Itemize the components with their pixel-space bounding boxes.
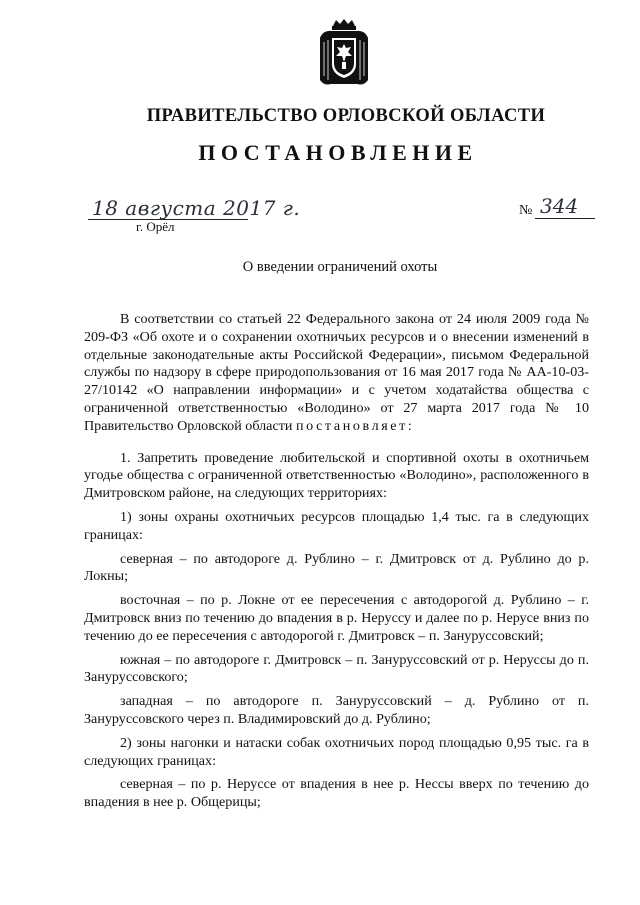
paragraph: северная – по р. Неруссе от впадения в нее р. Нессы вверх по течению до впадения в нее р. Общерицы; xyxy=(84,776,589,811)
paragraph: восточная – по р. Локне от ее пересечения с автодорогой д. Рублино – г. Дмитровск вниз по течению до впадения в р. Неруссу и далее по р. Нерусе вниз по течению до ее пересечения с автодорогой г. Дмитровск – п. Зануруссовский; xyxy=(84,592,589,644)
paragraph: западная – по автодороге п. Зануруссовский – д. Рублино от п. Зануруссовского через п. Владимировский до д. Рублино; xyxy=(84,693,589,727)
coat-of-arms-icon xyxy=(315,18,373,88)
paragraph: 1) зоны охраны охотничьих ресурсов площадью 1,4 тыс. га в следующих границах: xyxy=(84,508,589,543)
organization-title: ПРАВИТЕЛЬСТВО ОРЛОВСКОЙ ОБЛАСТИ xyxy=(146,106,546,126)
document-type-title: ПОСТАНОВЛЕНИЕ xyxy=(198,140,478,165)
paragraph: южная – по автодороге г. Дмитровск – п. Зануруссовский от р. Неруссы до п. Зануруссовского; xyxy=(84,651,589,686)
number-underline xyxy=(535,218,595,219)
paragraph: 2) зоны нагонки и натаски собак охотничьих пород площадью 0,95 тыс. га в следующих границах: xyxy=(84,734,589,769)
paragraph: северная – по автодороге д. Рублино – г. Дмитровск от д. Рублино до р. Локны; xyxy=(84,550,589,585)
handwritten-number: 344 xyxy=(540,194,579,218)
document-subject: О введении ограничений охоты xyxy=(242,259,438,275)
number-label: № xyxy=(519,203,533,218)
city-label: г. Орёл xyxy=(136,219,175,234)
preamble-text: В соответствии со статьей 22 Федерального закона от 24 июля 2009 года № 209-ФЗ «Об охоте и о сохранении охотничьих ресурсов и о внесении изменений в отдельные законодательные акты Российской Федерации», письмом Федеральной службы по надзору в сфере природопользования от 16 мая 2017 года № АА-10-03-27/10142 «О направлении информации» и с учетом ходатайства общества с ограниченной ответственностью «Володино» от 27 марта 2017 года № 10 Правительство Орловской области xyxy=(84,311,589,434)
document-body xyxy=(84,311,589,812)
handwritten-date: 18 августа 2017 г. xyxy=(92,196,301,220)
resolves-word: постановляет: xyxy=(295,417,415,434)
paragraph: 1. Запретить проведение любительской и спортивной охоты в охотничьем угодье общества с ограниченной ответственностью «Володино», расположенного в Дмитровском районе, на следующих территориях: xyxy=(84,449,589,502)
preamble-paragraph xyxy=(84,311,589,436)
